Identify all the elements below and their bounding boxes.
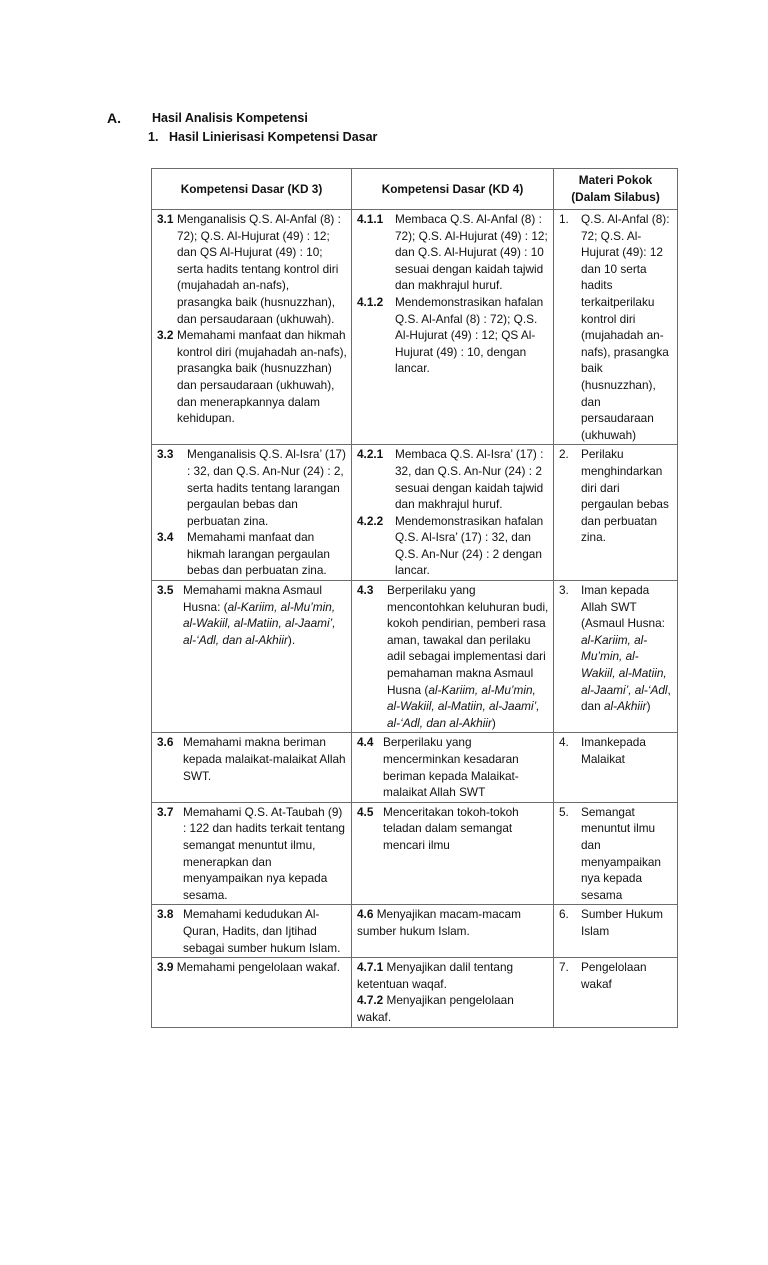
materi-cell [554, 581, 678, 733]
header-kd4: Kompetensi Dasar (KD 4) [352, 169, 554, 210]
kd3-item [157, 529, 347, 579]
kd4-code: 4.1.2 [357, 294, 384, 309]
materi-number: 3. [559, 583, 569, 598]
kd4-code: 4.7.2 [357, 993, 384, 1008]
kd3-item [157, 804, 347, 904]
table-row [152, 905, 678, 958]
kd3-text: Memahami makna beriman kepada malaikat-malaikat Allah SWT. [183, 735, 346, 783]
materi-number: 2. [559, 447, 569, 462]
materi-item [559, 582, 673, 715]
section-title: Hasil Analisis Kompetensi [152, 111, 308, 125]
kd4-item [357, 992, 549, 1025]
kd3-code: 3.6 [157, 735, 174, 750]
kd3-cell [152, 210, 352, 445]
kd3-item [157, 906, 347, 956]
kd3-cell [152, 733, 352, 802]
materi-text-italic2: al-Akhiir [603, 699, 647, 714]
kd4-item [357, 582, 549, 731]
kd4-item [357, 906, 549, 939]
table-row [152, 210, 678, 445]
kd3-item [157, 211, 347, 327]
materi-text: Perilaku menghindarkan diri dari pergaulan bebas dan perbuatan zina. [581, 447, 669, 545]
kd4-cell [352, 210, 554, 445]
kd3-text-end: ). [287, 632, 296, 647]
header-kd3: Kompetensi Dasar (KD 3) [152, 169, 352, 210]
kd4-text: Membaca Q.S. Al-Anfal (8) : 72); Q.S. Al-Hujurat (49) : 12; dan Q.S. Al-Hujurat (49) : 10 sesuai dengan kaidah tajwid dan makhrajul huruf. [395, 212, 548, 293]
kd3-code: 3.9 [157, 960, 174, 975]
table-header-row [152, 169, 678, 210]
materi-item [559, 804, 673, 904]
kd3-code: 3.1 [157, 212, 174, 226]
kd4-code: 4.7.1 [357, 960, 384, 975]
kd3-text: Memahami kedudukan Al-Quran, Hadits, dan Ijtihad sebagai sumber hukum Islam. [183, 907, 341, 955]
kd4-cell [352, 958, 554, 1027]
materi-text [581, 582, 673, 715]
kd3-cell [152, 958, 352, 1027]
materi-number: 7. [559, 960, 569, 975]
materi-item [559, 734, 673, 767]
kd3-code: 3.7 [157, 804, 174, 819]
kd4-item [357, 959, 549, 992]
kd4-cell [352, 905, 554, 958]
kd3-cell [152, 905, 352, 958]
kd4-text: Mendemonstrasikan hafalan Q.S. Al-Anfal (8) : 72); Q.S. Al-Hujurat (49) : 12; QS Al-Hujurat (49) : 10, dengan lancar. [395, 294, 544, 376]
kd4-item [357, 446, 549, 512]
kd3-item [157, 446, 347, 529]
kd4-item [357, 734, 549, 800]
materi-item [559, 446, 673, 546]
kd4-code: 4.5 [357, 804, 374, 819]
header-materi-line2: (Dalam Silabus) [571, 190, 660, 204]
kd4-text [387, 582, 549, 731]
kd4-text: Menyajikan pengelolaan wakaf. [357, 993, 514, 1024]
materi-text-italic: al-Kariim, al-Mu’min, al-Wakiil, al-Matiin, al-Jaami’, al-‘Adl [581, 632, 668, 697]
kd3-text: Memahami manfaat dan hikmah kontrol diri (mujahadah an-nafs), prasangka baik (husnuzzhan) dan persaudaraan (ukhuwah), dan menerapkannya dalam kehidupan. [177, 328, 347, 426]
kd3-code: 3.8 [157, 907, 174, 922]
kd4-text: Menyajikan macam-macam sumber hukum Islam. [357, 907, 521, 938]
kd4-text: Mendemonstrasikan hafalan Q.S. Al-Isra’ (17) : 32, dan Q.S. An-Nur (24) : 2 dengan lancar. [395, 513, 544, 578]
materi-item [559, 959, 673, 992]
kd4-item [357, 513, 549, 579]
kd4-text-end: ) [491, 715, 496, 730]
kd4-code: 4.1.1 [357, 212, 384, 226]
kd3-item [157, 582, 347, 648]
kd3-text [183, 582, 347, 648]
materi-text-plain: Iman kepada Allah SWT (Asmaul Husna: [581, 583, 665, 631]
materi-cell [554, 802, 678, 905]
competency-table [151, 168, 678, 1028]
materi-cell [554, 958, 678, 1027]
materi-text: Semangat menuntut ilmu dan menyampaikan nya kepada sesama [581, 804, 661, 902]
kd3-text: Memahami Q.S. At-Taubah (9) : 122 dan hadits terkait tentang semangat menuntut ilmu, menerapkan dan menyampaikan nya kepada sesama. [183, 804, 345, 902]
materi-number: 5. [559, 804, 569, 819]
materi-text: Q.S. Al-Anfal (8): 72; Q.S. Al-Hujurat (49): 12 dan 10 serta hadits terkaitperilaku kontrol diri (mujahadah an-nafs), prasangka baik (husnuzzhan), dan persaudaraan (ukhuwah) [581, 212, 670, 442]
kd4-cell [352, 581, 554, 733]
kd3-text: Menganalisis Q.S. Al-Anfal (8) : 72); Q.S. Al-Hujurat (49) : 12; dan QS Al-Hujurat (49) : 10; serta hadits tentang kontrol diri (mujahadah an-nafs), prasangka baik (husnuzzhan), dan persaudaraan (ukhuwah). [177, 212, 341, 326]
kd4-text-plain: Berperilaku yang mencontohkan keluhuran budi, kokoh pendirian, pemberi rasa aman, tawakal dan perilaku adil sebagai implementasi dari pemahaman makna Asmaul Husna ( [387, 583, 549, 697]
kd4-code: 4.6 [357, 907, 374, 922]
materi-cell [554, 905, 678, 958]
materi-text-mid: , dan [581, 682, 671, 714]
table-row [152, 733, 678, 802]
materi-cell [554, 445, 678, 581]
subsection-number: 1. [148, 130, 159, 144]
kd4-cell [352, 445, 554, 581]
materi-text-end: ) [646, 699, 651, 714]
kd3-code: 3.2 [157, 328, 174, 343]
kd4-code: 4.4 [357, 735, 374, 750]
kd4-item [357, 211, 549, 294]
kd3-code: 3.3 [157, 447, 174, 462]
materi-text: Sumber Hukum Islam [581, 907, 663, 938]
kd4-text: Berperilaku yang mencerminkan kesadaran beriman kepada Malaikat-malaikat Allah SWT [383, 735, 519, 800]
table-row [152, 581, 678, 733]
kd3-text-plain: Memahami makna Asmaul Husna: ( [183, 583, 322, 614]
table-row [152, 802, 678, 905]
kd4-item [357, 804, 549, 854]
kd4-text-italic: al-Kariim, al-Mu’min, al-Wakiil, al-Matiin, al-Jaami’, al-‘Adl, dan al-Akhiir [387, 682, 540, 730]
kd3-code: 3.4 [157, 530, 174, 545]
materi-item [559, 906, 673, 939]
kd4-text: Membaca Q.S. Al-Isra’ (17) : 32, dan Q.S. An-Nur (24) : 2 sesuai dengan kaidah tajwid dan makhrajul huruf. [395, 447, 544, 512]
table-row [152, 958, 678, 1027]
section-letter: A. [107, 110, 121, 126]
subsection-title: Hasil Linierisasi Kompetensi Dasar [169, 130, 378, 144]
kd3-item [157, 959, 347, 976]
kd4-item [357, 294, 549, 377]
kd3-text: Memahami pengelolaan wakaf. [176, 960, 340, 975]
kd3-item [157, 327, 347, 427]
kd4-code: 4.2.1 [357, 447, 384, 462]
kd3-text: Memahami manfaat dan hikmah larangan pergaulan bebas dan perbuatan zina. [187, 530, 330, 578]
materi-number: 1. [559, 212, 569, 226]
header-materi-line1: Materi Pokok [578, 173, 653, 188]
materi-text: Pengelolaan wakaf [581, 960, 647, 991]
kd3-text-italic: al-Kariim, al-Mu’min, al-Wakiil, al-Matiin, al-Jaami’, al-‘Adl, dan al-Akhiir [183, 599, 336, 647]
kd3-cell [152, 581, 352, 733]
materi-number: 4. [559, 735, 569, 750]
header-materi [554, 169, 678, 210]
materi-text: Imankepada Malaikat [581, 735, 646, 766]
kd3-cell [152, 445, 352, 581]
kd3-text: Menganalisis Q.S. Al-Isra’ (17) : 32, dan Q.S. An-Nur (24) : 2, serta hadits tentang larangan pergaulan bebas dan perbuatan zina. [187, 447, 346, 528]
materi-cell [554, 733, 678, 802]
kd3-cell [152, 802, 352, 905]
materi-item [559, 211, 673, 443]
materi-number: 6. [559, 907, 569, 922]
kd4-cell [352, 733, 554, 802]
kd4-text: Menceritakan tokoh-tokoh teladan dalam semangat mencari ilmu [383, 804, 519, 852]
kd4-text: Menyajikan dalil tentang ketentuan waqaf. [357, 960, 514, 991]
kd4-code: 4.3 [357, 583, 374, 598]
materi-cell [554, 210, 678, 445]
kd4-code: 4.2.2 [357, 513, 384, 528]
kd4-cell [352, 802, 554, 905]
kd3-code: 3.5 [157, 583, 174, 598]
kd3-item [157, 734, 347, 784]
table-row [152, 445, 678, 581]
